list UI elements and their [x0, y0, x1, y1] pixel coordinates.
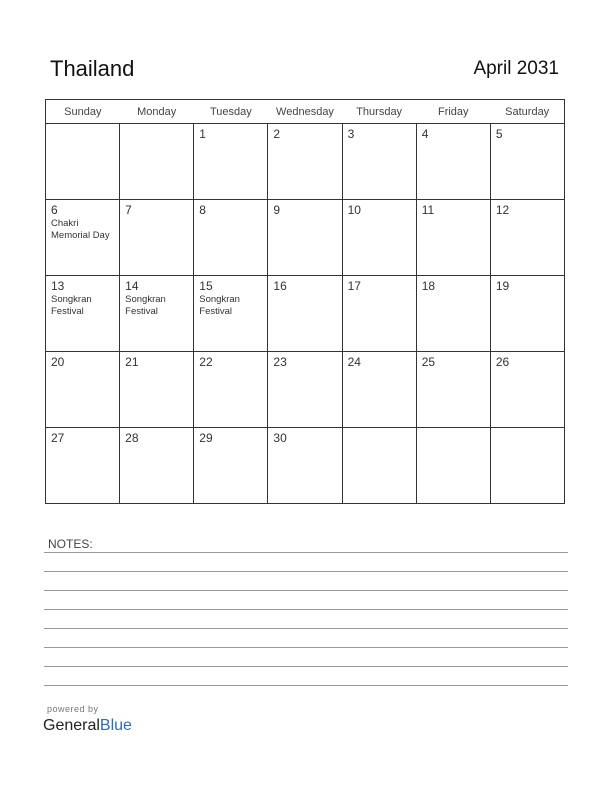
day-cell	[194, 200, 268, 276]
day-number: 21	[125, 355, 139, 369]
note-line	[44, 590, 568, 591]
day-cell	[46, 428, 120, 504]
week-row	[46, 200, 565, 276]
day-cell	[490, 352, 564, 428]
powered-by-text: powered by	[47, 704, 99, 714]
day-cell	[194, 352, 268, 428]
holiday-label: Chakri Memorial Day	[51, 218, 110, 241]
day-number: 1	[199, 127, 206, 141]
day-number: 27	[51, 431, 65, 445]
week-row	[46, 352, 565, 428]
weekday-tuesday: Tuesday	[194, 100, 268, 124]
brand-general: General	[43, 717, 100, 734]
day-cell	[268, 352, 342, 428]
day-number: 25	[421, 355, 436, 369]
weekday-monday: Monday	[120, 100, 194, 124]
calendar-body	[46, 124, 565, 504]
day-cell	[46, 276, 120, 352]
day-cell	[342, 124, 416, 200]
day-number: 13	[51, 279, 65, 293]
day-number: 12	[495, 203, 510, 217]
note-line	[44, 552, 568, 553]
day-number: 26	[495, 355, 510, 369]
day-number: 28	[125, 431, 139, 445]
weekday-wednesday: Wednesday	[268, 100, 342, 124]
holiday-label: Songkran Festival	[199, 294, 240, 317]
day-cell	[490, 276, 564, 352]
day-number: 2	[273, 127, 281, 141]
day-cell	[120, 352, 194, 428]
day-number: 11	[421, 203, 435, 217]
week-row	[46, 428, 565, 504]
notes-label: NOTES:	[48, 537, 93, 551]
day-cell	[194, 428, 268, 504]
note-line	[44, 571, 568, 572]
week-row	[46, 124, 565, 200]
calendar-grid	[45, 99, 565, 504]
day-number: 24	[347, 355, 361, 369]
day-cell	[416, 428, 490, 504]
day-number: 22	[199, 355, 213, 369]
day-cell	[490, 200, 564, 276]
day-number: 6	[51, 203, 58, 217]
day-cell	[268, 124, 342, 200]
day-number: 19	[495, 279, 510, 293]
country-title: Thailand	[50, 56, 135, 81]
day-cell	[120, 276, 194, 352]
weekday-friday: Friday	[416, 100, 490, 124]
month-title: April 2031	[473, 58, 559, 79]
note-line	[44, 647, 568, 648]
note-line	[44, 609, 568, 610]
day-cell	[268, 428, 342, 504]
day-number: 8	[199, 203, 206, 217]
day-number: 18	[421, 279, 436, 293]
day-cell	[194, 276, 268, 352]
day-number: 7	[125, 203, 132, 217]
day-cell	[342, 276, 416, 352]
day-cell	[46, 352, 120, 428]
day-number: 10	[347, 203, 361, 217]
week-row	[46, 276, 565, 352]
holiday-label: Songkran Festival	[51, 294, 92, 317]
day-cell	[46, 124, 120, 200]
brand-logo	[43, 717, 132, 735]
day-cell	[490, 428, 564, 504]
day-cell	[342, 352, 416, 428]
day-number: 16	[273, 279, 287, 293]
day-number: 5	[495, 127, 503, 141]
day-cell	[194, 124, 268, 200]
day-number: 14	[125, 279, 139, 293]
day-number: 17	[347, 279, 361, 293]
day-number: 20	[51, 355, 65, 369]
note-line	[44, 685, 568, 686]
day-number: 30	[273, 431, 287, 445]
day-number: 29	[199, 431, 213, 445]
day-cell	[268, 200, 342, 276]
note-line	[44, 666, 568, 667]
day-cell	[342, 200, 416, 276]
day-cell	[416, 352, 490, 428]
day-cell	[268, 276, 342, 352]
day-cell	[120, 200, 194, 276]
day-cell	[416, 124, 490, 200]
weekday-header-row	[46, 100, 565, 124]
day-cell	[120, 124, 194, 200]
day-number: 3	[347, 127, 355, 141]
day-cell	[416, 276, 490, 352]
day-number: 4	[421, 127, 429, 141]
day-number: 23	[273, 355, 287, 369]
day-cell	[46, 200, 120, 276]
day-cell	[416, 200, 490, 276]
day-cell	[120, 428, 194, 504]
holiday-label: Songkran Festival	[125, 294, 166, 317]
weekday-sunday: Sunday	[46, 100, 120, 124]
note-line	[44, 628, 568, 629]
day-number: 15	[199, 279, 213, 293]
weekday-saturday: Saturday	[490, 100, 564, 124]
day-cell	[490, 124, 564, 200]
brand-blue: Blue	[99, 717, 132, 734]
day-number: 9	[273, 203, 281, 217]
day-cell	[342, 428, 416, 504]
weekday-thursday: Thursday	[342, 100, 416, 124]
